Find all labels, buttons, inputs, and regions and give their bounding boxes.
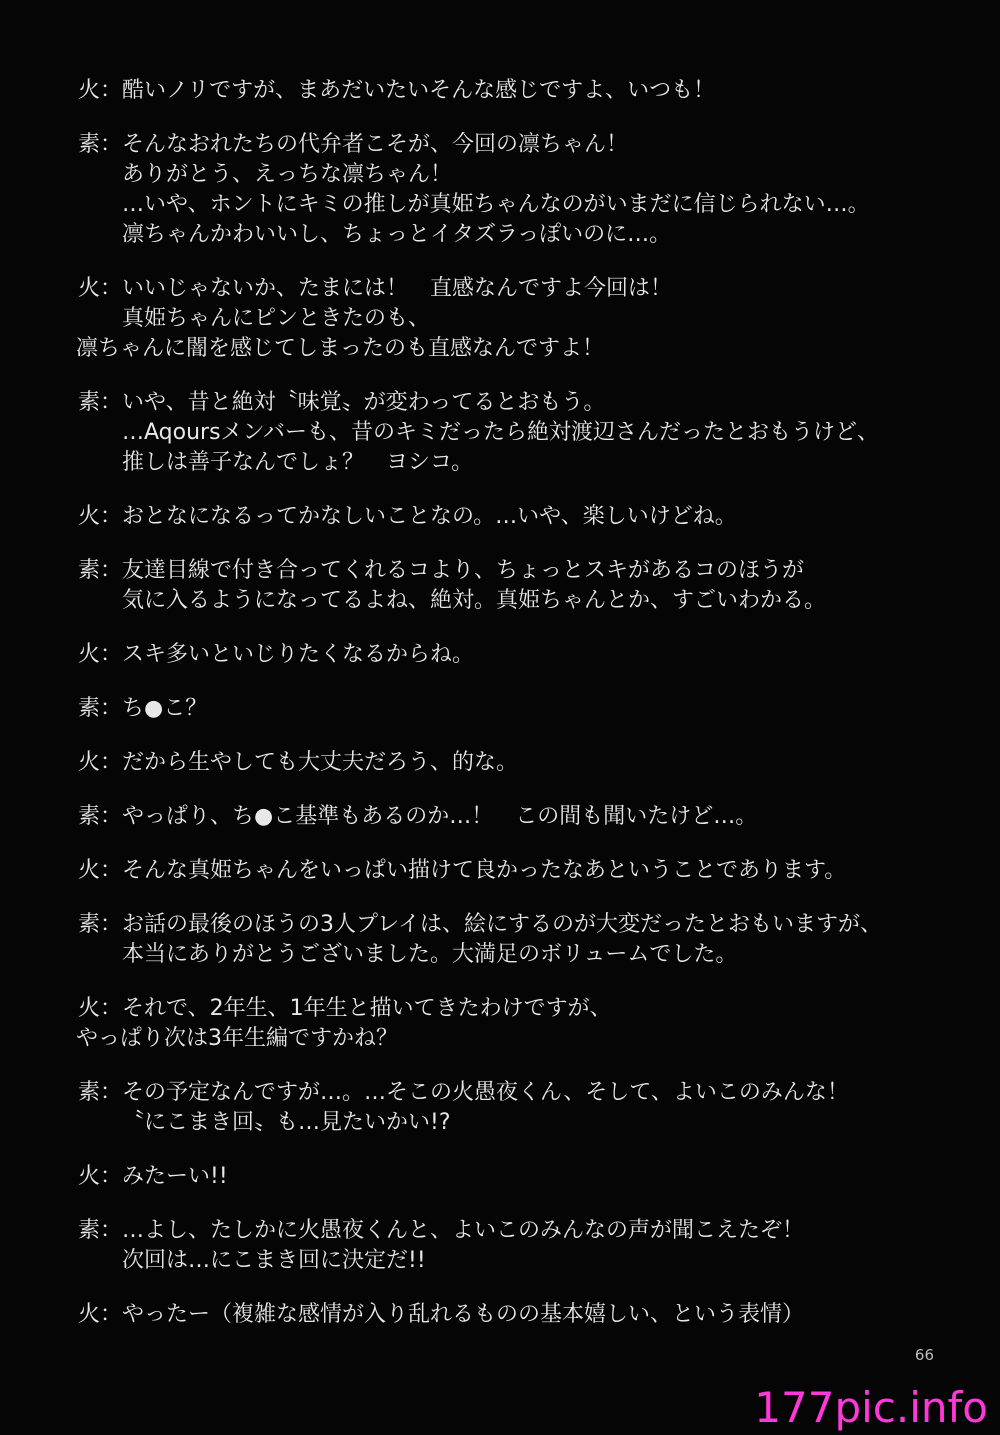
dialogue-line: 推しは善子なんでしょ？ ヨシコ。 [122, 450, 474, 475]
speaker-label: 素： [78, 390, 123, 415]
speaker-label: 素： [78, 1080, 123, 1105]
dialogue-entry [78, 694, 958, 724]
dialogue-line: 凛ちゃんかわいいし、ちょっとイタズラっぽいのに…。 [122, 222, 672, 247]
dialogue-lines [122, 556, 958, 616]
speaker-label: 火： [78, 78, 123, 103]
dialogue-line: 真姫ちゃんにピンときたのも、 [122, 306, 431, 331]
dialogue-entry [78, 388, 958, 478]
dialogue-line: そんな真姫ちゃんをいっぱい描けて良かったなあということであります。 [122, 858, 847, 883]
dialogue-line: 酷いノリですが、まあだいたいそんな感じですよ、いつも！ [122, 78, 716, 103]
dialogue-line: 〝にこまき回〟も…見たいかい!? [122, 1110, 451, 1135]
dialogue-line: だから生やしても大丈夫だろう、的な。 [122, 750, 519, 775]
dialogue-entry [78, 502, 958, 532]
dialogue-lines [122, 1162, 958, 1192]
dialogue-line: …よし、たしかに火愚夜くんと、よいこのみんなの声が聞こえたぞ！ [122, 1218, 805, 1243]
dialogue-lines [122, 502, 958, 532]
dialogue-lines [122, 130, 958, 250]
dialogue-entry [78, 274, 958, 364]
dialogue-lines [122, 910, 958, 970]
dialogue-entry [78, 76, 958, 106]
watermark-text[interactable]: 177pic.info [754, 1383, 988, 1432]
dialogue-line: 凛ちゃんに闇を感じてしまったのも直感なんですよ！ [76, 336, 605, 361]
dialogue-line: みたーい!! [122, 1164, 228, 1189]
dialogue-lines [76, 994, 958, 1054]
dialogue-line: おとなになるってかなしいことなの。…いや、楽しいけどね。 [122, 504, 737, 529]
dialogue-entry [78, 748, 958, 778]
dialogue-line: 気に入るようになってるよね、絶対。真姫ちゃんとか、すごいわかる。 [122, 588, 827, 613]
page-number: 66 [914, 1346, 934, 1364]
dialogue-lines [122, 802, 958, 832]
speaker-label: 素： [78, 912, 123, 937]
dialogue-lines [122, 1300, 958, 1330]
speaker-label: 火： [78, 1302, 123, 1327]
dialogue-entry [78, 1300, 958, 1330]
dialogue-line: ち●こ？ [122, 696, 208, 721]
dialogue-line: やっぱり、ち●こ基準もあるのか…！ この間も聞いたけど…。 [122, 804, 758, 829]
speaker-label: 素： [78, 132, 123, 157]
dialogue-entry [78, 1162, 958, 1192]
dialogue-entry [78, 640, 958, 670]
dialogue-lines [122, 694, 958, 724]
dialogue-entry [78, 856, 958, 886]
speaker-label: 素： [78, 558, 123, 583]
dialogue-lines [122, 76, 958, 106]
dialogue-lines [122, 748, 958, 778]
dialogue-lines [122, 856, 958, 886]
speaker-label: 火： [78, 276, 123, 301]
speaker-label: 火： [78, 750, 123, 775]
speaker-label: 火： [78, 1164, 123, 1189]
speaker-label: 火： [78, 504, 123, 529]
dialogue-line: そんなおれたちの代弁者こそが、今回の凛ちゃん！ [122, 132, 629, 157]
dialogue-entry [78, 130, 958, 250]
speaker-label: 火： [78, 642, 123, 667]
dialogue-line: 本当にありがとうございました。大満足のボリュームでした。 [122, 942, 738, 967]
dialogue-line: 友達目線で付き合ってくれるコより、ちょっとスキがあるコのほうが [122, 558, 805, 583]
dialogue-lines [122, 640, 958, 670]
dialogue-lines [122, 1216, 958, 1276]
dialogue-line: ありがとう、えっちな凛ちゃん！ [122, 162, 453, 187]
dialogue-line: スキ多いといじりたくなるからね。 [122, 642, 475, 667]
dialogue-entry [78, 910, 958, 970]
speaker-label: 火： [78, 996, 123, 1021]
dialogue-line: やっぱり次は3年生編ですかね？ [76, 1026, 399, 1051]
dialogue-entry [78, 1078, 958, 1138]
dialogue-entry [78, 802, 958, 832]
dialogue-lines [76, 274, 958, 364]
speaker-label: 素： [78, 696, 123, 721]
dialogue-line: お話の最後のほうの3人プレイは、絵にするのが大変だったとおもいますが、 [122, 912, 883, 937]
dialogue-lines [122, 1078, 958, 1138]
dialogue-line: …Aqoursメンバーも、昔のキミだったら絶対渡辺さんだったとおもうけど、 [122, 420, 880, 445]
dialogue-lines [122, 388, 958, 478]
dialogue-line: それで、2年生、1年生と描いてきたわけですが、 [122, 996, 612, 1021]
dialogue-list [78, 76, 958, 1354]
dialogue-line: いや、昔と絶対〝味覚〟が変わってるとおもう。 [122, 390, 606, 415]
speaker-label: 素： [78, 804, 123, 829]
dialogue-line: やったー（複雑な感情が入り乱れるものの基本嬉しい、という表情） [122, 1302, 805, 1327]
dialogue-entry [78, 994, 958, 1054]
dialogue-line: いいじゃないか、たまには！ 直感なんですよ今回は！ [122, 276, 673, 301]
speaker-label: 素： [78, 1218, 123, 1243]
dialogue-line: その予定なんですが…。…そこの火愚夜くん、そして、よいこのみんな！ [122, 1080, 849, 1105]
dialogue-line: 次回は…にこまき回に決定だ!! [122, 1248, 426, 1273]
dialogue-line: …いや、ホントにキミの推しが真姫ちゃんなのがいまだに信じられない…。 [122, 192, 870, 217]
dialogue-entry [78, 1216, 958, 1276]
speaker-label: 火： [78, 858, 123, 883]
dialogue-entry [78, 556, 958, 616]
